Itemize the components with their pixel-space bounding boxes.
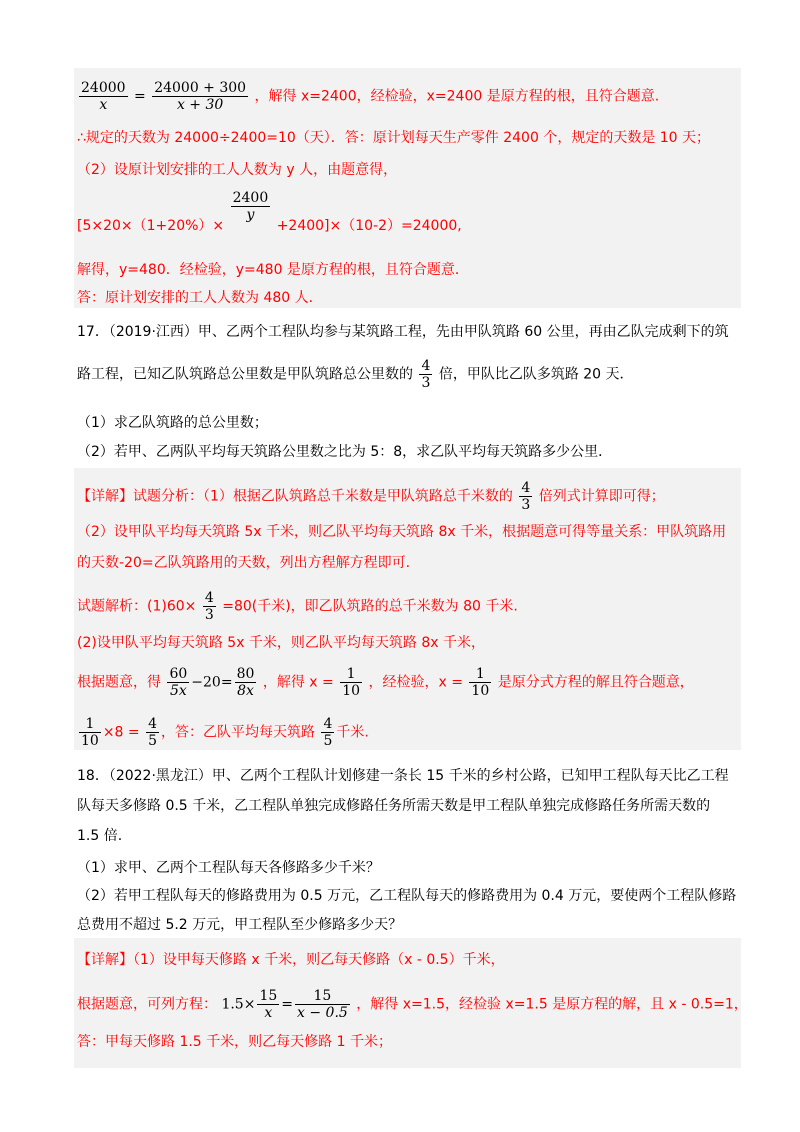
a17-line6: [77, 666, 694, 699]
fraction: [152, 80, 248, 113]
text: −20=: [191, 674, 233, 691]
text: 根据题意，可列方程：: [77, 996, 217, 1013]
a17-line4: [77, 590, 518, 623]
fraction: [146, 716, 159, 749]
text: ，答：乙队平均每天筑路: [161, 724, 316, 741]
equation-right: +2400]×（10-2）=24000,: [276, 217, 462, 234]
p16-solve: 解得，y=480．经检验，y=480 是原方程的根，且符合题意．: [77, 262, 469, 278]
fraction: [469, 666, 491, 699]
p16-part2-setup: （2）设原计划安排的工人人数为 y 人，由题意得，: [77, 162, 398, 178]
q17-line2: [77, 358, 634, 391]
equals-sign: =: [134, 88, 146, 105]
fraction-numerator: 4: [521, 480, 531, 496]
q18-line3: 1.5 倍.: [77, 828, 123, 844]
p16-equation-line: [77, 80, 659, 113]
text: 1.5×: [221, 996, 256, 1013]
text: 倍，甲队比乙队多筑路 20 天．: [438, 366, 634, 383]
fraction-denominator: 3: [421, 375, 431, 391]
fraction-denominator: 3: [521, 497, 531, 513]
fraction-denominator: x + 30: [176, 97, 224, 113]
fraction-numerator: 4: [148, 716, 158, 732]
fraction-denominator: 3: [204, 607, 214, 623]
p16-conclusion: ∴规定的天数为 24000÷2400=10（天）．答：原计划每天生产零件 2400 个，规定的天数是 10 天；: [77, 130, 711, 146]
fraction-numerator: 4: [323, 716, 333, 732]
text: 试题解析：(1)60×: [77, 598, 197, 615]
fraction-denominator: x: [99, 97, 108, 113]
text: （1）设甲每天修路 x 千米，则乙每天修路（x - 0.5）千米，: [133, 952, 505, 968]
q18-sub1: （1）求甲、乙两个工程队每天各修路多少千米？: [77, 860, 380, 876]
q18-sub2-b: 总费用不超过 5.2 万元，甲工程队至少修路多少天？: [77, 917, 403, 933]
a17-line1: [77, 480, 665, 513]
text: =80(千米)，即乙队筑路的总千米数为 80 千米.: [222, 598, 518, 615]
text: 倍列式计算即可得；: [538, 488, 665, 505]
fraction-numerator: 24000 + 300: [154, 80, 247, 96]
fraction-denominator: 10: [81, 733, 99, 749]
fraction-denominator: 5: [148, 733, 158, 749]
p16-equation2-line: [77, 188, 462, 234]
fraction-denominator: 8x: [237, 683, 254, 699]
fraction-denominator: x: [264, 1005, 273, 1021]
fraction-numerator: 60: [169, 666, 188, 682]
fraction-numerator: 15: [259, 988, 278, 1004]
fraction-numerator: 2400: [232, 190, 269, 206]
fraction-numerator: 24000: [81, 80, 126, 96]
fraction-denominator: x − 0.5: [297, 1005, 348, 1021]
fraction: [519, 480, 532, 513]
text: 根据题意，得: [77, 674, 161, 691]
fraction: [235, 666, 257, 699]
fraction: [79, 716, 101, 749]
fraction: [419, 358, 432, 391]
text: ，解得 x =: [262, 674, 334, 691]
a17-line5: (2)设甲队平均每天筑路 5x 千米，则乙队平均每天筑路 8x 千米，: [77, 635, 486, 651]
text: ，经检验，x =: [368, 674, 463, 691]
fraction-numerator: 80: [236, 666, 255, 682]
fraction: [231, 190, 271, 223]
text: 千米.: [336, 724, 369, 741]
detail-bracket-label: 【详解】: [77, 488, 133, 505]
fraction-numerator: 15: [295, 988, 350, 1005]
text: 路工程，已知乙队筑路总公里数是甲队筑路总公里数的: [77, 366, 413, 383]
text: ×8 =: [102, 724, 140, 741]
fraction: [203, 590, 216, 623]
a18-line2: [77, 988, 748, 1021]
text: ，解得 x=1.5，经检验 x=1.5 是原方程的解，且 x - 0.5=1，: [356, 996, 748, 1013]
fraction-denominator: 10: [471, 683, 490, 699]
fraction: [321, 716, 334, 749]
fraction-numerator: 4: [421, 358, 431, 374]
a18-line3: 答：甲每天修路 1.5 千米，则乙每天修路 1 千米；: [77, 1034, 392, 1050]
fraction-numerator: 1: [469, 666, 491, 683]
equation-left: [5×20×（1+20%）×: [77, 217, 225, 234]
fraction-numerator: 1: [79, 716, 101, 733]
fraction-denominator: y: [246, 207, 255, 223]
fraction: [257, 988, 279, 1021]
a17-line3: 的天数-20=乙队筑路用的天数，列出方程解方程即可.: [77, 555, 411, 571]
equals-sign: =: [281, 996, 294, 1013]
fraction-numerator: 4: [204, 590, 214, 606]
text: 是原分式方程的解且符合题意，: [497, 674, 694, 691]
fraction-denominator: 5: [323, 733, 333, 749]
a18-line1: [77, 950, 505, 970]
p16-answer: 答：原计划安排的工人人数为 480 人．: [77, 290, 323, 306]
a17-line2: （2）设甲队平均每天筑路 5x 千米，则乙队平均每天筑路 8x 千米，根据题意可得等量关系：甲队筑路用: [77, 524, 727, 540]
fraction: [167, 666, 189, 699]
q18-line2: 队每天多修路 0.5 千米，乙工程队单独完成修路任务所需天数是甲工程队单独完成修路任务所需天数的: [77, 798, 711, 814]
q17-sub2: （2）若甲、乙两队平均每天筑路公里数之比为 5：8，求乙队平均每天筑路多少公里．: [77, 444, 613, 460]
q17-sub1: （1）求乙队筑路的总公里数；: [77, 415, 268, 431]
detail-bracket-label: 【详解】: [77, 952, 133, 968]
fraction: [340, 666, 362, 699]
fraction-denominator: 10: [342, 683, 361, 699]
fraction-numerator: 1: [340, 666, 362, 683]
q17-line1: 17．（2019·江西）甲、乙两个工程队均参与某筑路工程，先由甲队筑路 60 公里，再由乙队完成剩下的筑: [77, 324, 729, 340]
fraction: [79, 80, 128, 113]
fraction: [295, 988, 350, 1021]
solution-text: ，解得 x=2400，经检验，x=2400 是原方程的根，且符合题意.: [254, 88, 660, 105]
fraction-denominator: 5x: [169, 683, 187, 699]
text: 试题分析：（1）根据乙队筑路总千米数是甲队筑路总千米数的: [133, 488, 513, 505]
q18-sub2-a: （2）若甲工程队每天的修路费用为 0.5 万元，乙工程队每天的修路费用为 0.4 万元，要使两个工程队修路: [77, 888, 737, 904]
a17-line7: [77, 716, 369, 749]
q18-line1: 18．（2022·黑龙江）甲、乙两个工程队计划修建一条长 15 千米的乡村公路，已知甲工程队每天比乙工程: [77, 768, 729, 784]
